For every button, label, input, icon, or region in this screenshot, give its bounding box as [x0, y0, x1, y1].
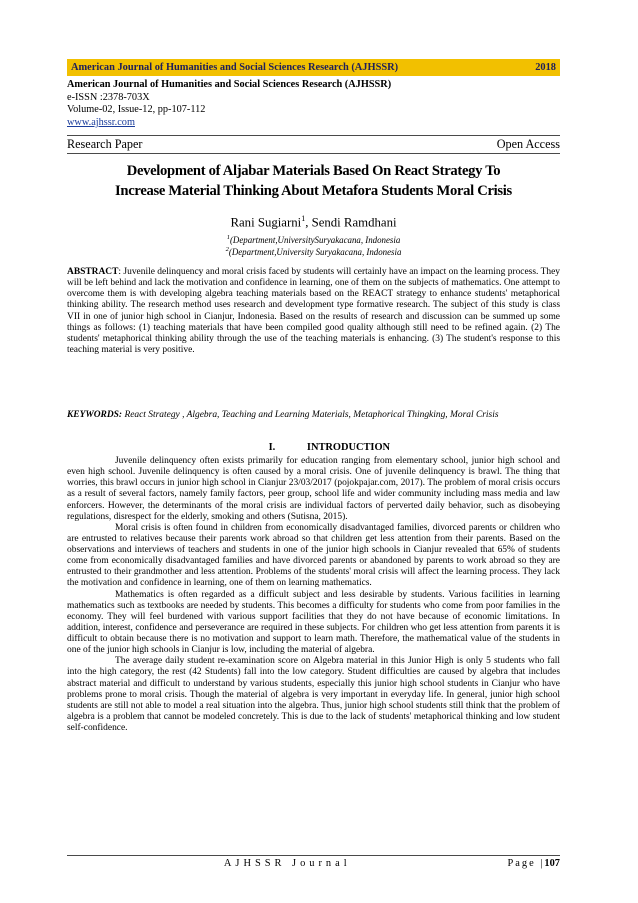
footer-page-label: Page |: [507, 858, 545, 869]
intro-paragraph-3: Mathematics is often regarded as a difficult subject and less desirable by students. Various facilities in learning mathematics such as textbooks are needed by students. This becomes a difficulty for students who come from poor families in the economy. They will feel burdened with various support facilities that they do not have because of economic limitations. In addition, interest, confidence and perseverance are required in these subjects. For children who get less attention from parents it is difficult to obtain because there is no motivation and support to learn math. Therefore, the mathematical value of the students in one of the junior high schools in Cianjur is low, including the material of algebra.: [67, 589, 560, 656]
affiliation-1: $^1$(Department,UniversitySuryakacana, Indonesia: [226, 234, 401, 245]
intro-paragraph-1: Juvenile delinquency often exists primarily for education ranging from elementary school, junior high school and even high school. Juvenile delinquency is often caused by a moral crisis. One of juvenile delinquency is brawl. The thing that worries, this brawl occurs in junior high school in Cianjur 23/03/2017 (pojokpajar.com, 2017). The problem of moral crisis occurs as a result of several factors, namely family factors, peer group, school life and wider community including mass media and law enforcers. However, the determinants of the moral crisis are individual factors of perverted daily behavior, such as disobeying regulations, disrespect for the elderly, smoking and others (Sutisna, 2015).: [67, 456, 560, 522]
title-line-2: Increase Material Thinking About Metafora Students Moral Crisis: [115, 182, 512, 199]
journal-info: [67, 79, 560, 129]
abstract: [67, 267, 560, 356]
authors: [67, 214, 560, 230]
section-heading: [67, 442, 560, 453]
footer-journal: AJHSSR Journal: [223, 858, 351, 869]
article-type: Research Paper: [67, 137, 143, 151]
header-year: 2018: [535, 62, 556, 73]
footer-divider: [67, 855, 560, 856]
abstract-label: ABSTRACT: [67, 267, 119, 277]
intro-paragraph-4: The average daily student re-examination score on Algebra material in this Junior High is only 5 students who fall into the high category, the rest (42 Students) fall into the low category. Student difficulties are caused by algebra that includes abstract material and difficult to understand by various students, especially this junior high school students in Cianjur who have problems prone to moral crisis. Though the material of algebra is very important in everyday life. In general, junior high school students are still not able to model a real situation into the algebra. Thus, junior high school students still think that the problem of algebra is a problem that cannot be modeled concretely. This is due to the lack of students' metaphorical thinking and low student self-confidence.: [67, 656, 560, 733]
keywords-label: KEYWORDS:: [67, 410, 123, 420]
page-footer: [67, 858, 560, 869]
section-number: I.: [268, 442, 276, 453]
access-type: Open Access: [496, 137, 560, 151]
journal-volume: Volume-02, Issue-12, pp-107-112: [67, 104, 206, 116]
keywords: [67, 410, 560, 421]
author-1-sup: 1: [301, 214, 306, 223]
abstract-text: : Juvenile delinquency and moral crisis faced by students will certainly have an impact on the learning process. They will be left behind and lack the motivation and confidence in learning, one of them on the subjects of mathematics. One attempt to overcome them is with developing algebra teaching materials based on the REACT strategy to enhance students' metaphorical thinking ability. The research method uses research and development type formative research. The subject of this study is class VII in one of junior high school in Cianjur, Indonesia. Based on the results of research and discussion can be summed up some things as follows: (1) teaching materials that have been compiled good quality although still need to be refined again. (2) The students' metaphorical thinking ability through the use of the teaching materials is enhancing. (3) The student's response to this teaching material is very positive.: [67, 267, 560, 355]
paper-title: [67, 162, 560, 201]
author-1: Rani Sugiarni: [230, 215, 302, 230]
intro-paragraph-2: Moral crisis is often found in children from economically disadvantaged families, divorced parents or children who are entrusted to relatives because their parents work abroad so that children get less attention from their parents. Based on the observations and interviews of teachers and students in one of the junior high schools in Cianjur revealed that 65% of students come from economically disadvantaged families and have divorced parents or abandoned by parents to work abroad so they are entrusted to their grandmother and less attention. Problems of the students' moral crisis will affect the learning process. They lack the motivation and confidence in learning, one of them on learning mathematics.: [67, 522, 560, 589]
introduction-body: [67, 456, 560, 734]
journal-header-bar: [67, 59, 560, 76]
journal-name: American Journal of Humanities and Social Sciences Research (AJHSSR): [67, 79, 392, 90]
article-type-bar: [67, 135, 560, 154]
header-journal-name: American Journal of Humanities and Social Sciences Research (AJHSSR): [71, 62, 399, 73]
title-line-1: Development of Aljabar Materials Based On React Strategy To: [126, 163, 501, 179]
journal-url-link[interactable]: www.ajhssr.com: [67, 116, 135, 128]
author-2: , Sendi Ramdhani: [305, 215, 397, 230]
keywords-text: React Strategy , Algebra, Teaching and Learning Materials, Metaphorical Thingking, Moral Crisis: [124, 410, 499, 420]
journal-issn: e-ISSN :2378-703X: [67, 91, 150, 103]
section-title: INTRODUCTION: [306, 442, 391, 453]
affiliation-2: $^2$(Department,University Suryakacana, Indonesia: [225, 246, 402, 257]
footer-page-number: 107: [544, 858, 560, 869]
